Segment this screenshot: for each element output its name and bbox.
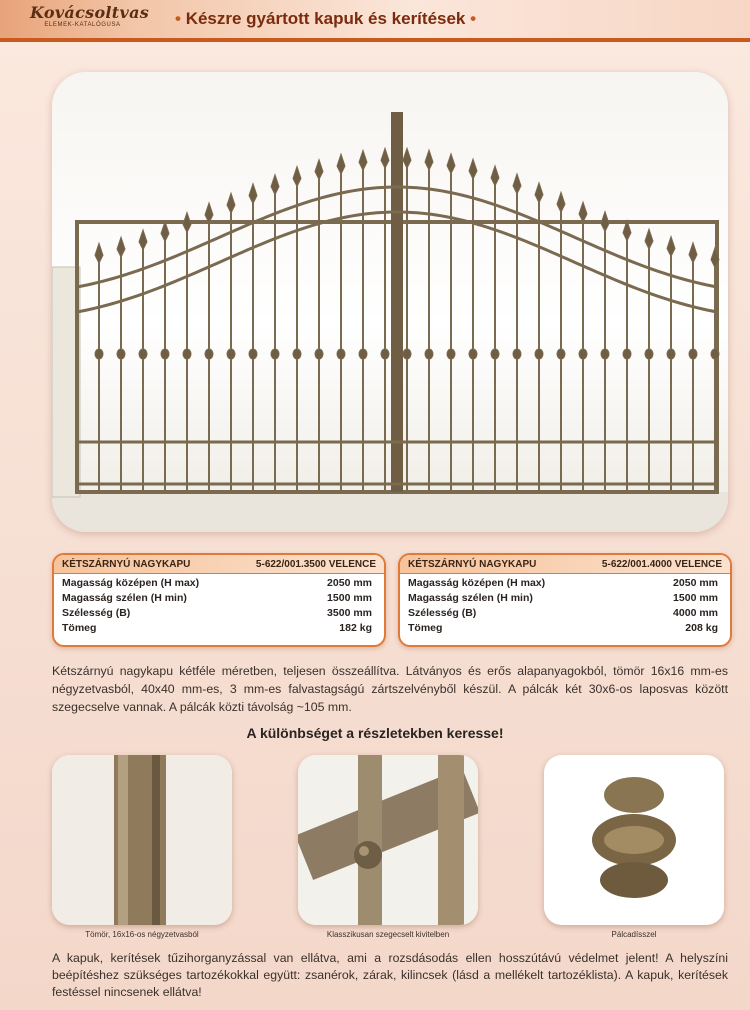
detail-photo-square-bar xyxy=(52,755,232,925)
spear-tip xyxy=(139,230,147,250)
spec-card-4000 xyxy=(398,553,732,647)
picket-collar xyxy=(623,349,631,359)
picket-collar xyxy=(95,349,103,359)
spear-tip xyxy=(161,221,169,241)
picket-collar xyxy=(601,349,609,359)
spec-row xyxy=(54,591,384,606)
product-description: Kétszárnyú nagykapu kétféle méretben, teljesen összeállítva. Látványos és erős alapanyagokból, tömör 16x16 mm-es négyzetvasból, 40x40 mm-es, 3 mm-es falvastagságú zártszelvényből készül. A pálcák két 30x6-os laposvas között szegecselve vannak. A pálcák közti távolság ~105 mm. xyxy=(52,664,728,714)
spear-tip xyxy=(271,175,279,195)
section-heading: A különbséget a részletekben keresse! xyxy=(246,725,504,741)
spear-tip xyxy=(645,229,653,249)
spec-card-header xyxy=(54,555,384,574)
spec-row xyxy=(400,606,730,621)
spear-tip xyxy=(95,243,103,263)
picket-collar xyxy=(249,349,257,359)
gate-illustration xyxy=(52,72,728,532)
spec-card-header xyxy=(400,555,730,574)
detail-photo-rivet xyxy=(298,755,478,925)
spear-tip xyxy=(447,154,455,174)
spec-row xyxy=(54,576,384,591)
picket-collar xyxy=(513,349,521,359)
logo-text: Kovácsoltvas xyxy=(30,3,150,22)
spec-value: 182 kg xyxy=(339,622,372,634)
picket-collar xyxy=(557,349,565,359)
picket-collar xyxy=(381,349,389,359)
picket-collar xyxy=(689,349,697,359)
picket-collar xyxy=(161,349,169,359)
spec-label: Szélesség (B) xyxy=(62,607,131,619)
spear-tip xyxy=(117,237,125,257)
picket-collar xyxy=(293,349,301,359)
picket-collar xyxy=(425,349,433,359)
spear-tip xyxy=(227,193,235,213)
picket-collar xyxy=(645,349,653,359)
spec-product-name: KÉTSZÁRNYÚ NAGYKAPU xyxy=(62,558,191,570)
page-header xyxy=(0,0,750,42)
spec-label: Magasság középen (H max) xyxy=(62,577,200,589)
spec-label: Tömeg xyxy=(408,622,443,634)
spear-tip xyxy=(557,192,565,212)
picket-collar xyxy=(447,349,455,359)
picket-collar xyxy=(579,349,587,359)
detail-caption: Klasszikusan szegecselt kivitelben xyxy=(326,930,450,939)
spec-value: 2050 mm xyxy=(673,577,718,589)
spear-tip xyxy=(469,159,477,179)
spec-value: 4000 mm xyxy=(673,607,718,619)
spear-tip xyxy=(425,150,433,170)
spec-label: Magasság szélen (H min) xyxy=(62,592,187,604)
spear-tip xyxy=(579,202,587,222)
picket-collar xyxy=(117,349,125,359)
spear-tip xyxy=(491,166,499,186)
bullet-icon: • xyxy=(175,9,181,28)
gate-photo xyxy=(52,72,728,532)
picket-collar xyxy=(711,349,719,359)
spec-label: Szélesség (B) xyxy=(408,607,477,619)
spear-tip xyxy=(249,184,257,204)
picket-collar xyxy=(403,349,411,359)
logo-subtitle: ELEMEK-KATALÓGUSA xyxy=(44,22,121,28)
spec-product-code: 5-622/001.3500 VELENCE xyxy=(255,558,376,570)
bar-ornament-image xyxy=(544,755,724,925)
spear-tip xyxy=(667,236,675,256)
page-title-text: Készre gyártott kapuk és kerítések xyxy=(185,9,466,28)
picket-collar xyxy=(271,349,279,359)
spec-row xyxy=(54,606,384,621)
spear-tip xyxy=(601,212,609,232)
square-bar-image xyxy=(52,755,232,925)
spec-value: 2050 mm xyxy=(327,577,372,589)
ground xyxy=(52,492,728,532)
spec-label: Magasság szélen (H min) xyxy=(408,592,533,604)
spec-label: Magasság középen (H max) xyxy=(408,577,546,589)
spear-tip xyxy=(205,203,213,223)
picket-collar xyxy=(139,349,147,359)
center-post xyxy=(391,112,403,492)
rivet-image xyxy=(298,755,478,925)
footer-note: A kapuk, kerítések tűzihorganyzással van ellátva, ami a rozsdásodás ellen hosszútávú védelmet jelent! A helyszíni beépítéshez szükséges tartozékokkal együtt: zsanérok, zárak, kilincsek (lásd a mellékelt tartozéklista). A kapuk, kerítések festéssel nincsenek ellátva! xyxy=(52,951,728,999)
picket-collar xyxy=(359,349,367,359)
spec-product-code: 5-622/001.4000 VELENCE xyxy=(601,558,722,570)
picket-collar xyxy=(469,349,477,359)
picket-collar xyxy=(315,349,323,359)
spear-tip xyxy=(293,166,301,186)
spear-tip xyxy=(381,148,389,168)
spear-tip xyxy=(403,148,411,168)
spec-row xyxy=(400,621,730,636)
spear-tip xyxy=(337,154,345,174)
page-title xyxy=(175,9,476,29)
picket-collar xyxy=(227,349,235,359)
brand-logo xyxy=(30,3,150,36)
picket-collar xyxy=(205,349,213,359)
spec-value: 3500 mm xyxy=(327,607,372,619)
spec-label: Tömeg xyxy=(62,622,97,634)
bullet-icon: • xyxy=(470,9,477,28)
picket-collar xyxy=(535,349,543,359)
picket-collar xyxy=(183,349,191,359)
picket-collar xyxy=(667,349,675,359)
detail-photo-ornament xyxy=(544,755,724,925)
spec-value: 1500 mm xyxy=(327,592,372,604)
spear-tip xyxy=(359,150,367,170)
spear-tip xyxy=(183,212,191,232)
header-divider xyxy=(0,38,750,42)
detail-caption: Tömör, 16x16-os négyzetvasból xyxy=(85,930,199,939)
picket-collar xyxy=(491,349,499,359)
spear-tip xyxy=(535,183,543,203)
spec-row xyxy=(54,621,384,636)
spear-tip xyxy=(689,243,697,263)
spec-card-3500 xyxy=(52,553,386,647)
detail-caption: Pálcadísszel xyxy=(611,930,657,939)
spec-row xyxy=(400,591,730,606)
spec-value: 1500 mm xyxy=(673,592,718,604)
spear-tip xyxy=(315,160,323,180)
spec-value: 208 kg xyxy=(685,622,718,634)
picket-collar xyxy=(337,349,345,359)
spec-product-name: KÉTSZÁRNYÚ NAGYKAPU xyxy=(408,558,537,570)
spec-row xyxy=(400,576,730,591)
spear-tip xyxy=(513,174,521,194)
